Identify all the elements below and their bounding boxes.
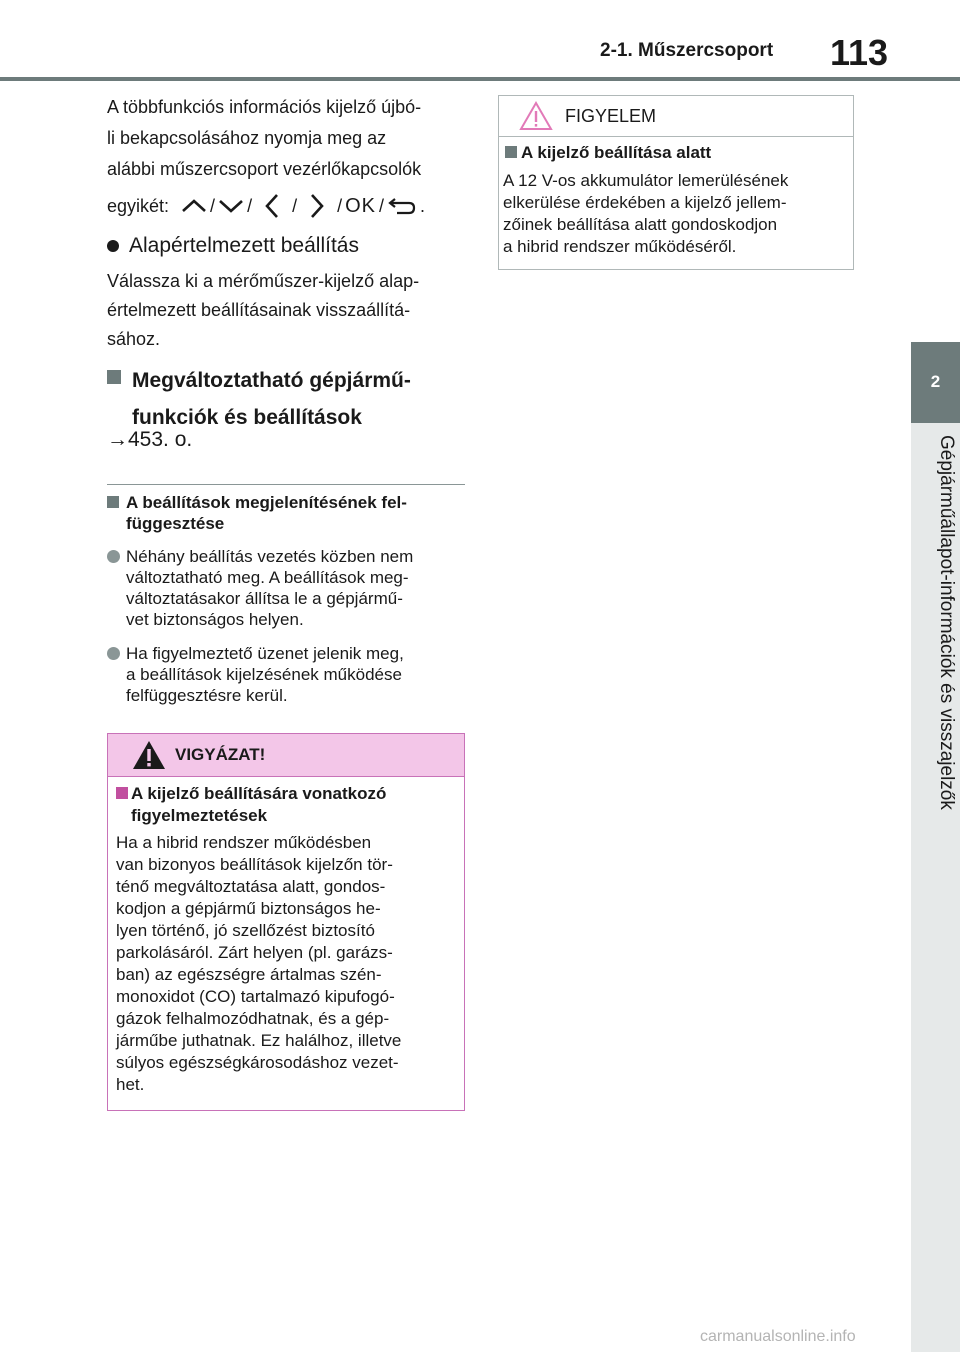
heading-line: A kijelző beállítására vonatkozó	[131, 784, 387, 803]
chevron-up-icon	[181, 198, 207, 214]
text-line: elkerülése érdekében a kijelző jellem-	[503, 193, 787, 212]
page-reference: →453. o.	[107, 428, 193, 451]
text-line: Válassza ki a mérőműszer-kijelző alap-	[107, 271, 420, 291]
warning-box	[107, 733, 465, 1111]
intro-line: A többfunkciós információs kijelző újbó-	[107, 97, 422, 117]
warning-triangle-icon	[131, 739, 167, 771]
key-separator: /	[292, 195, 298, 216]
warning-body	[116, 832, 401, 1096]
back-arrow-icon	[387, 196, 417, 216]
heading-line: függesztése	[126, 514, 225, 533]
text-line: gázok felhalmozódhatnak, és a gép-	[116, 1009, 390, 1028]
text-line: a beállítások kijelzésének működése	[126, 665, 402, 684]
text-line: monoxidot (CO) tartalmazó kipufogó-	[116, 987, 395, 1006]
warning-title: VIGYÁZAT!	[175, 745, 266, 764]
text-line: zőinek beállítása alatt gondoskodjon	[503, 215, 778, 234]
notice-triangle-icon	[518, 100, 554, 132]
text-line: het.	[116, 1075, 145, 1094]
suspension-bullet	[107, 643, 465, 706]
text-line: a hibrid rendszer működéséről.	[503, 237, 737, 256]
watermark: carmanualsonline.info	[700, 1328, 856, 1345]
warning-header	[108, 734, 464, 777]
suspension-heading	[107, 492, 465, 534]
notice-heading	[505, 143, 711, 163]
text-line: Ha figyelmeztető üzenet jelenik meg,	[126, 644, 404, 663]
notice-box	[498, 95, 854, 270]
text-line: súlyos egészségkárosodáshoz vezet-	[116, 1053, 399, 1072]
vehicle-functions-heading	[107, 362, 465, 436]
text-line: változtatható meg. A beállítások meg-	[126, 568, 409, 587]
text-line: ténő megváltoztatása alatt, gondos-	[116, 877, 386, 896]
text-line: vet biztonságos helyen.	[126, 610, 304, 629]
square-bullet	[505, 146, 517, 158]
text-line: van bizonyos beállítások kijelzőn tör-	[116, 855, 393, 874]
key-separator: /	[379, 195, 385, 216]
text-line: ban) az egészségre ártalmas szén-	[116, 965, 382, 984]
text-line: lyen történő, jó szellőzést biztosító	[116, 921, 375, 940]
notice-body	[503, 170, 788, 258]
bullet-dot	[107, 240, 119, 252]
intro-line: li bekapcsolásához nyomja meg az	[107, 128, 387, 148]
intro-paragraph	[107, 92, 465, 185]
chevron-right-icon	[309, 193, 325, 219]
key-separator: /	[210, 195, 216, 216]
default-setting-heading	[107, 234, 465, 258]
notice-title: FIGYELEM	[565, 106, 657, 126]
text-line: Néhány beállítás vezetés közben nem	[126, 547, 414, 566]
heading-line: figyelmeztetések	[131, 806, 268, 825]
heading-line: A kijelző beállítása alatt	[521, 143, 712, 162]
text-line: járműbe juthatnak. Ez halálhoz, illetve	[116, 1031, 402, 1050]
control-keys-line	[107, 193, 465, 219]
square-bullet	[116, 787, 128, 799]
text-line: parkolásáról. Zárt helyen (pl. garázs-	[116, 943, 393, 962]
heading-line: A beállítások megjelenítésének fel-	[126, 493, 407, 512]
section-divider	[107, 484, 465, 485]
square-bullet	[107, 370, 121, 384]
chevron-down-icon	[218, 198, 244, 214]
suspension-bullet	[107, 546, 465, 630]
text-line: Ha a hibrid rendszer működésben	[116, 833, 372, 852]
default-setting-text	[107, 267, 465, 354]
keys-label: egyikét:	[107, 195, 170, 216]
chapter-label: Gépjárműállapot-információk és visszajelzők	[936, 435, 957, 810]
page-number: 113	[830, 32, 889, 73]
text-line: változtatásakor állítsa le a gépjármű-	[126, 589, 403, 608]
section-title: 2-1. Műszercsoport	[600, 40, 774, 61]
key-separator: /	[337, 195, 343, 216]
warning-heading	[116, 783, 386, 827]
text-line: sához.	[107, 329, 161, 349]
chevron-left-icon	[264, 193, 280, 219]
intro-line: alábbi műszercsoport vezérlőkapcsolók	[107, 159, 422, 179]
text-line: kodjon a gépjármű biztonságos he-	[116, 899, 381, 918]
heading-line: funkciók és beállítások	[132, 406, 362, 429]
text-line: felfüggesztésre kerül.	[126, 686, 288, 705]
square-bullet	[107, 496, 119, 508]
notice-header	[499, 96, 853, 137]
bullet-dot	[107, 550, 120, 563]
heading-line: Megváltoztatható gépjármű-	[132, 369, 411, 392]
keys-end: .	[420, 195, 426, 216]
chapter-number: 2	[930, 372, 941, 391]
heading-text: Alapértelmezett beállítás	[129, 234, 359, 257]
bullet-dot	[107, 647, 120, 660]
text-line: A 12 V-os akkumulátor lemerülésének	[503, 171, 789, 190]
text-line: értelmezett beállításainak visszaállítá-	[107, 300, 411, 320]
header-rule	[0, 77, 960, 81]
ok-key: OK	[345, 194, 377, 217]
key-separator: /	[247, 195, 253, 216]
